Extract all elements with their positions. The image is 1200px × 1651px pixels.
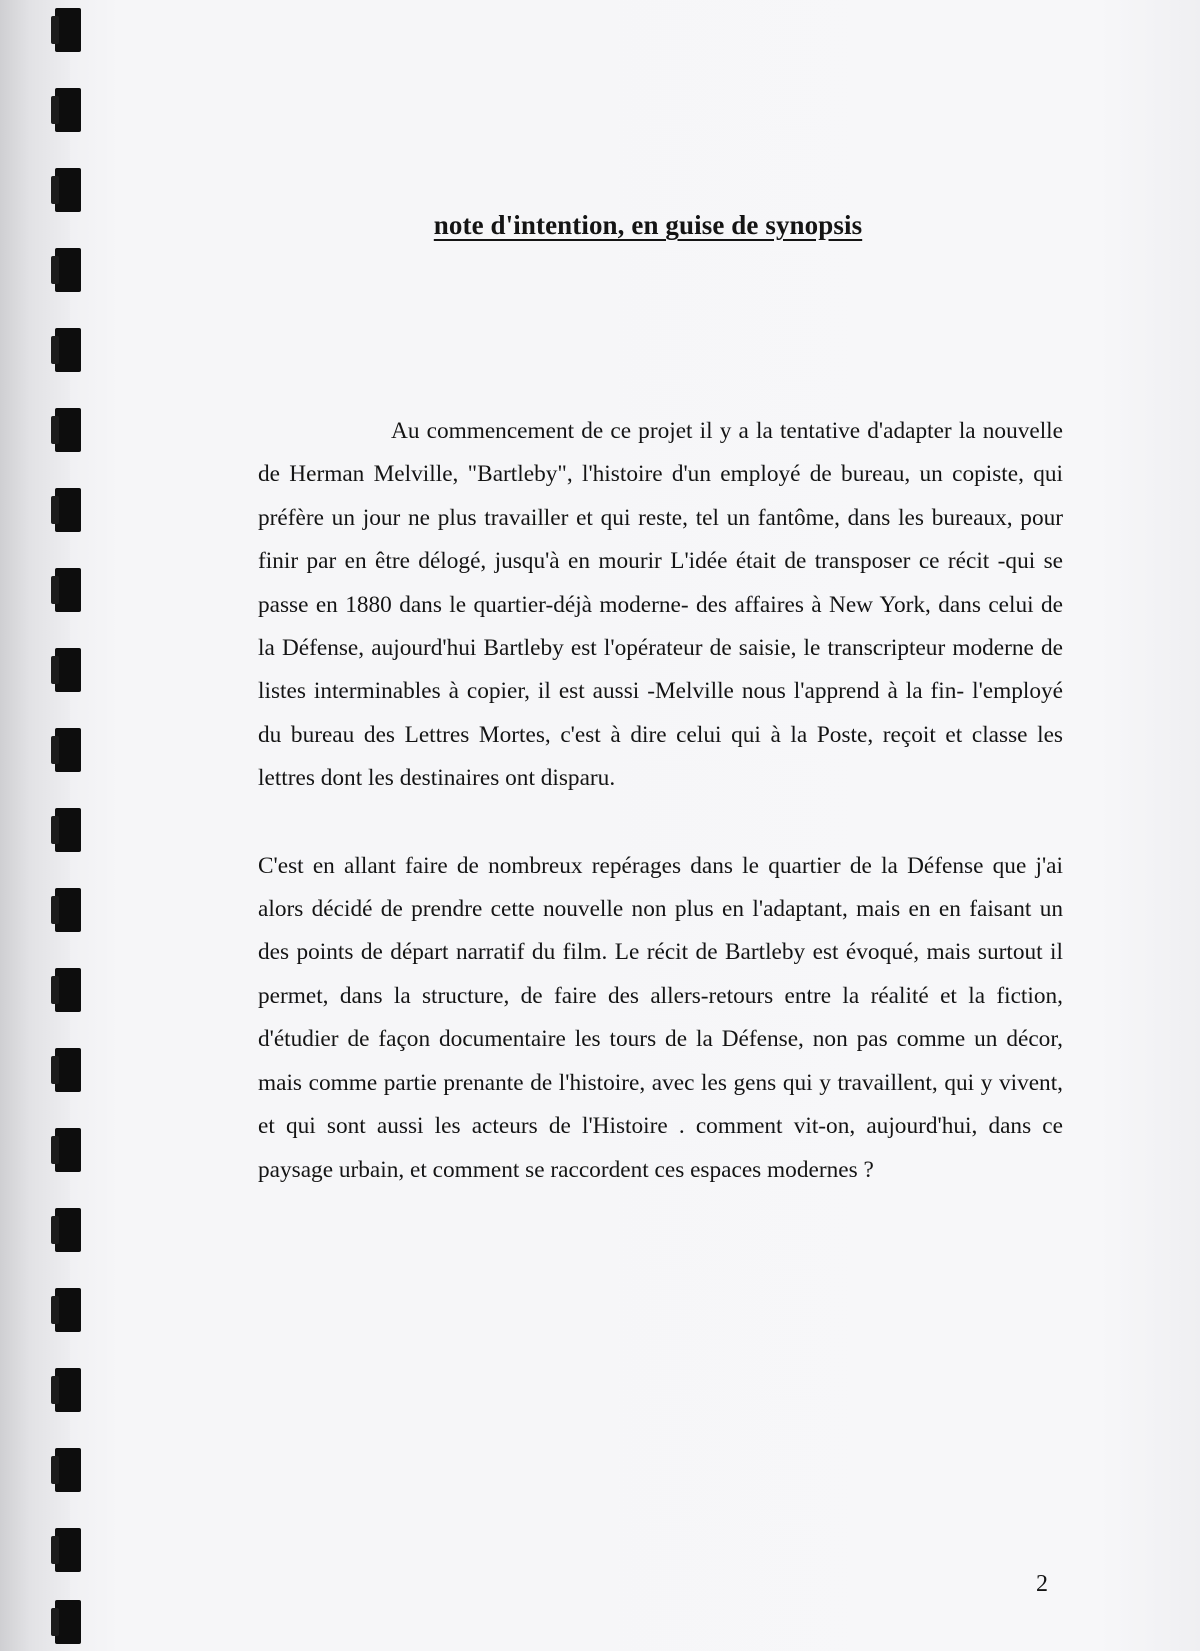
binding-ring-icon <box>55 488 81 532</box>
paragraph-2: C'est en allant faire de nombreux repérages dans le quartier de la Défense que j'ai alors décidé de prendre cette nouvelle non plus en l'adaptant, mais en en faisant un des points de départ narratif du film. Le récit de Bartleby est évoqué, mais surtout il permet, dans la structure, de faire des allers-retours entre la réalité et la fiction, d'étudier de façon documentaire les tours de la Défense, non pas comme un décor, mais comme partie prenante de l'histoire, avec les gens qui y travaillent, qui y vivent, et qui sont aussi les acteurs de l'Histoire . comment vit-on, aujourd'hui, dans ce paysage urbain, et comment se raccordent ces espaces modernes ? <box>258 852 1063 1183</box>
binding-ring-icon <box>55 648 81 692</box>
binding-ring-icon <box>55 248 81 292</box>
binding-ring-icon <box>55 88 81 132</box>
spiral-binding <box>0 0 70 1651</box>
binding-ring-icon <box>55 1368 81 1412</box>
binding-ring-icon <box>55 888 81 932</box>
binding-ring-icon <box>55 8 81 52</box>
binding-ring-icon <box>55 568 81 612</box>
binding-ring-icon <box>55 1128 81 1172</box>
binding-ring-icon <box>55 808 81 852</box>
page-title <box>0 210 1200 241</box>
body-text <box>258 410 1063 1192</box>
page-number: 2 <box>1036 1571 1048 1597</box>
binding-ring-icon <box>55 1600 81 1644</box>
binding-ring-icon <box>55 1288 81 1332</box>
binding-ring-icon <box>55 1208 81 1252</box>
paragraph-1: Au commencement de ce projet il y a la tentative d'adapter la nouvelle de Herman Melville, "Bartleby", l'histoire d'un employé de bureau, un copiste, qui préfère un jour ne plus travailler et qui reste, tel un fantôme, dans les bureaux, pour finir par en être délogé, jusqu'à en mourir L'idée était de transposer ce récit -qui se passe en 1880 dans le quartier-déjà moderne- des affaires à New York, dans celui de la Défense, aujourd'hui Bartleby est l'opérateur de saisie, le transcripteur moderne de listes interminables à copier, il est aussi -Melville nous l'apprend à la fin- l'employé du bureau des Lettres Mortes, c'est à dire celui qui à la Poste, reçoit et classe les lettres dont les destinaires ont disparu. <box>258 418 1063 792</box>
show-through-texture <box>275 130 1075 173</box>
binding-ring-icon <box>55 968 81 1012</box>
binding-ring-icon <box>55 328 81 372</box>
binding-ring-icon <box>55 408 81 452</box>
binding-ring-icon <box>55 168 81 212</box>
binding-ring-icon <box>55 1448 81 1492</box>
binding-ring-icon <box>55 728 81 772</box>
page-title-text: note d'intention, en guise de synopsis <box>433 210 863 241</box>
binding-ring-icon <box>55 1048 81 1092</box>
binding-ring-icon <box>55 1528 81 1572</box>
